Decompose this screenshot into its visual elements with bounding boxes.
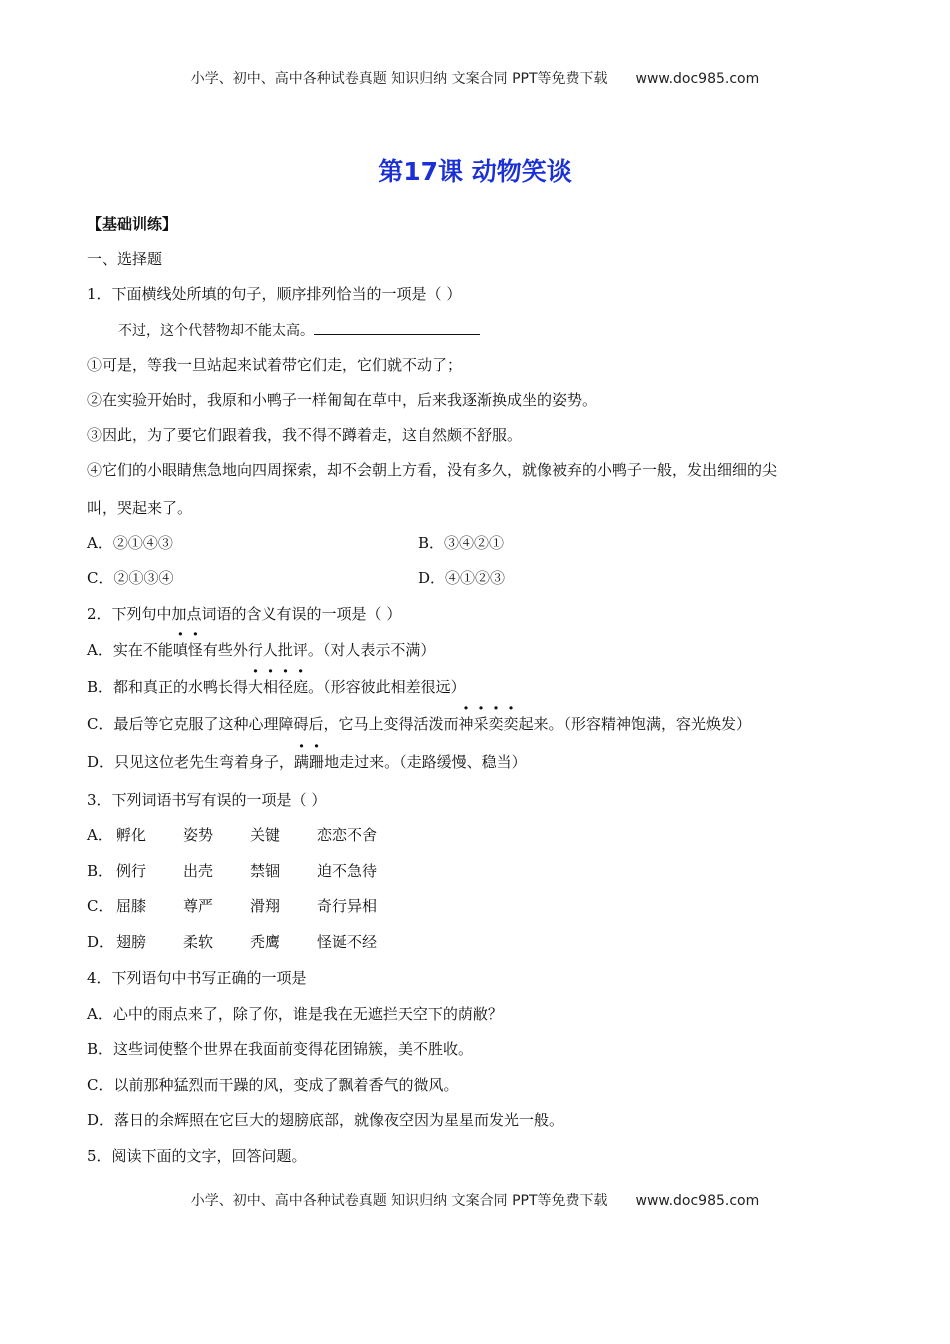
- q2-c-dotted-char: 神: [458, 715, 474, 733]
- q2-d-post: 地走过来。（走路缓慢、稳当）: [324, 753, 527, 771]
- q1-option-a[interactable]: A．②①④③: [87, 534, 173, 552]
- q1-blank: [314, 320, 480, 335]
- header-site-link[interactable]: www.doc985.com: [635, 71, 760, 87]
- q4-option-d[interactable]: D．落日的余辉照在它巨大的翅膀底部，就像夜空因为星星而发光一般。: [87, 1111, 565, 1129]
- q2-c-dotted-char: 采: [473, 715, 489, 733]
- q4-stem: 4．下列语句中书写正确的一项是: [87, 969, 307, 987]
- q3-c-word: 尊严: [183, 897, 214, 915]
- q2-a-dotted-char: 嗔: [172, 641, 188, 659]
- q1-sentence-1: ①可是，等我一旦站起来试着带它们走，它们就不动了；: [87, 356, 463, 374]
- q1-sentence-3: ③因此，为了要它们跟着我，我不得不蹲着走，这自然颇不舒服。: [87, 426, 523, 444]
- q2-d-dotted-char: 蹒: [294, 753, 310, 771]
- q3-b-word: 出壳: [183, 862, 214, 880]
- q3-option-c[interactable]: [87, 896, 377, 916]
- page-header: [0, 68, 950, 88]
- q3-b-word: 迫不急待: [317, 862, 378, 880]
- q1-option-d[interactable]: D．④①②③: [418, 569, 506, 587]
- q3-d-word: 怪诞不经: [317, 933, 378, 951]
- q4-option-b[interactable]: B．这些词使整个世界在我面前变得花团锦簇，美不胜收。: [87, 1040, 474, 1058]
- section-heading: 【基础训练】: [87, 215, 178, 233]
- q2-b-dotted-char: 庭: [293, 678, 309, 696]
- q1-option-c[interactable]: C．②①③④: [87, 569, 174, 587]
- header-text: 小学、初中、高中各种试卷真题 知识归纳 文案合同 PPT等免费下载: [190, 71, 608, 87]
- q1-option-b[interactable]: B．③④②①: [418, 534, 505, 552]
- q3-c-label: C．: [87, 897, 114, 915]
- q3-d-word: 柔软: [183, 933, 214, 951]
- q2-c-post: 起来。（形容精神饱满，容光焕发）: [518, 715, 752, 733]
- q2-option-a[interactable]: [87, 640, 435, 660]
- q1-given-text: 不过，这个代替物却不能太高。: [118, 323, 314, 339]
- q4-option-a[interactable]: A．心中的雨点来了，除了你，谁是我在无遮拦天空下的荫敝？: [87, 1005, 503, 1023]
- footer-text: 小学、初中、高中各种试卷真题 知识归纳 文案合同 PPT等免费下载: [190, 1193, 608, 1209]
- q3-c-word: 屈膝: [116, 897, 147, 915]
- q3-option-b[interactable]: [87, 861, 377, 881]
- q3-a-word: 孵化: [116, 826, 147, 844]
- q2-b-dotted-char: 相: [263, 678, 279, 696]
- q3-b-label: B．: [87, 862, 114, 880]
- q3-b-word: 禁锢: [250, 862, 281, 880]
- q2-a-post: 有些外行人批评。（对人表示不满）: [202, 641, 436, 659]
- q2-b-dotted-char: 大: [248, 678, 264, 696]
- q3-d-word: 翅膀: [116, 933, 147, 951]
- q3-c-word: 奇行异相: [317, 897, 378, 915]
- q3-stem: 3．下列词语书写有误的一项是（ ）: [87, 791, 327, 809]
- q2-option-d[interactable]: [87, 752, 527, 772]
- q2-d-pre: D．只见这位老先生弯着身子，: [87, 753, 295, 771]
- q5-stem: 5．阅读下面的文字，回答问题。: [87, 1147, 307, 1165]
- q3-d-word: 秃鹰: [250, 933, 281, 951]
- q3-c-word: 滑翔: [250, 897, 281, 915]
- q2-b-post: 。（形容彼此相差很远）: [308, 678, 466, 696]
- q3-a-word: 关键: [250, 826, 281, 844]
- q2-c-pre: C．最后等它克服了这种心理障碍后，它马上变得活泼而: [87, 715, 459, 733]
- q2-a-pre: A．实在不能: [87, 641, 173, 659]
- q1-sentence-4a: ④它们的小眼睛焦急地向四周探索，却不会朝上方看，没有多久，就像被弃的小鸭子一般，发出细细的尖: [87, 461, 778, 479]
- q3-a-word: 姿势: [183, 826, 214, 844]
- q2-b-dotted-char: 径: [278, 678, 294, 696]
- q2-c-dotted-char: 奕: [488, 715, 504, 733]
- q1-stem: 1．下面横线处所填的句子，顺序排列恰当的一项是（ ）: [87, 285, 462, 303]
- part-heading: 一、选择题: [87, 250, 163, 268]
- q3-option-a[interactable]: [87, 825, 377, 845]
- q3-d-label: D．: [87, 933, 115, 951]
- q4-option-c[interactable]: C．以前那种猛烈而干躁的风，变成了飘着香气的微风。: [87, 1076, 459, 1094]
- q2-b-pre: B．都和真正的水鸭长得: [87, 678, 249, 696]
- page-title: 第17课 动物笑谈: [378, 157, 572, 186]
- q2-c-dotted-char: 奕: [503, 715, 519, 733]
- q1-sentence-4b: 叫，哭起来了。: [87, 499, 193, 517]
- q2-stem: 2．下列句中加点词语的含义有误的一项是（ ）: [87, 605, 402, 623]
- q3-b-word: 例行: [116, 862, 147, 880]
- q3-a-word: 恋恋不舍: [317, 826, 378, 844]
- q3-a-label: A．: [87, 826, 113, 844]
- q2-option-b[interactable]: [87, 677, 466, 697]
- q1-sentence-2: ②在实验开始时，我原和小鸭子一样匍匐在草中，后来我逐渐换成坐的姿势。: [87, 391, 598, 409]
- q2-d-dotted-char: 跚: [309, 753, 325, 771]
- q2-a-dotted-char: 怪: [187, 641, 203, 659]
- q2-option-c[interactable]: [87, 714, 751, 734]
- q3-option-d[interactable]: [87, 932, 377, 952]
- page-footer: [0, 1190, 950, 1210]
- q1-given-sentence: [118, 320, 480, 341]
- footer-site-link[interactable]: www.doc985.com: [635, 1193, 760, 1209]
